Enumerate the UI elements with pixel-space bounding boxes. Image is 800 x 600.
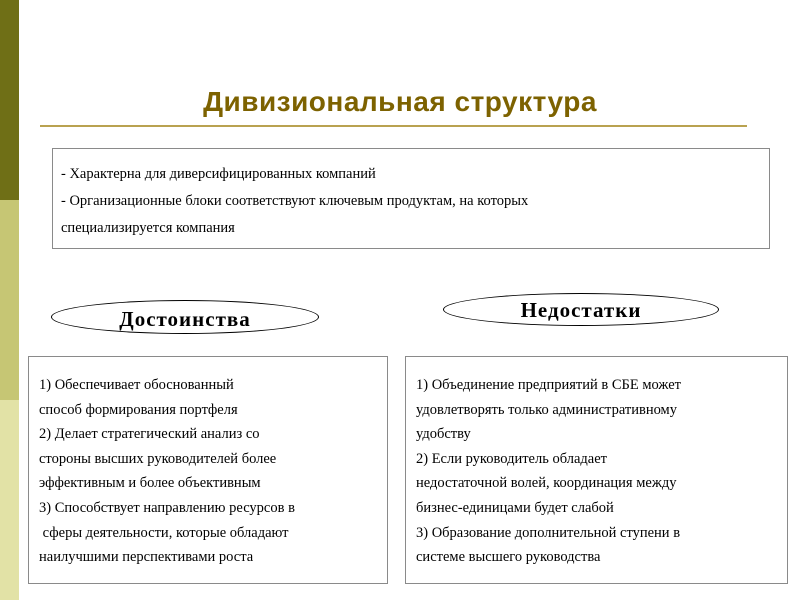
cons-line: 3) Образование дополнительной ступени в xyxy=(416,524,681,541)
pros-line: наилучшими перспективами роста xyxy=(39,549,254,566)
cons-box xyxy=(405,356,788,584)
cons-line: 2) Если руководитель обладает xyxy=(416,450,607,467)
cons-line: 1) Объединение предприятий в СБЕ может xyxy=(416,377,682,393)
intro-line: - Организационные блоки соответствуют ключевым продуктам, на которых xyxy=(61,193,529,209)
cons-heading: Недостатки xyxy=(443,293,719,326)
side-stripe-mid xyxy=(0,200,19,400)
pros-line: 2) Делает стратегический анализ со xyxy=(39,426,260,443)
pros-box xyxy=(28,356,388,584)
pros-line: эффективным и более объективным xyxy=(39,475,261,492)
pros-line: 1) Обеспечивает обоснованный xyxy=(39,377,234,393)
pros-line: сферы деятельности, которые обладают xyxy=(39,524,289,541)
pros-line: способ формирования портфеля xyxy=(39,401,238,418)
title-underline xyxy=(40,125,747,127)
intro-box xyxy=(52,148,770,249)
pros-heading: Достоинства xyxy=(51,300,319,334)
side-stripe-light xyxy=(0,400,19,600)
cons-line: бизнес-единицами будет слабой xyxy=(416,499,614,516)
cons-line: недостаточной волей, координация между xyxy=(416,475,677,492)
cons-line: удобству xyxy=(416,426,471,443)
pros-line: 3) Способствует направлению ресурсов в xyxy=(39,499,295,516)
cons-line: удовлетворять только административному xyxy=(416,401,677,418)
pros-line: стороны высших руководителей более xyxy=(39,450,277,467)
intro-line: - Характерна для диверсифицированных компаний xyxy=(61,166,376,182)
cons-line: системе высшего руководства xyxy=(416,549,601,566)
intro-line: специализируется компания xyxy=(61,220,235,236)
slide-title: Дивизиональная структура xyxy=(203,86,597,117)
